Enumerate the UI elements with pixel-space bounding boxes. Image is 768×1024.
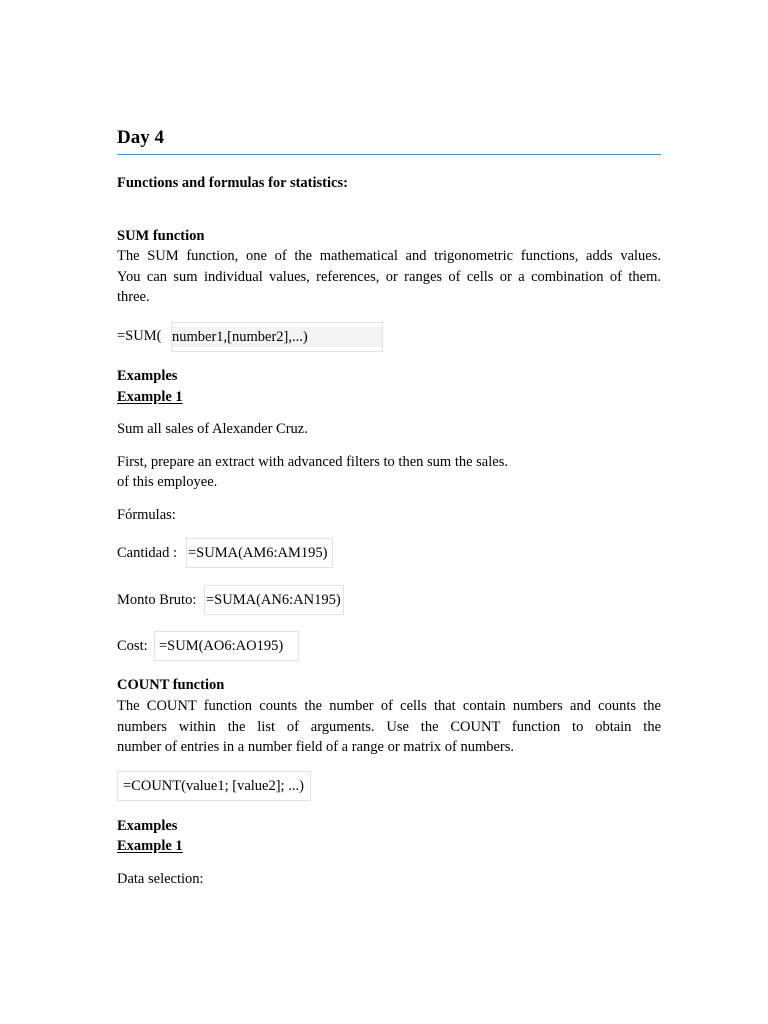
count-description-line: numbers within the list of arguments. Use the COUNT function to obtain the <box>117 718 661 735</box>
page-title: Day 4 <box>117 127 164 148</box>
formula-label-cost: Cost: <box>117 638 148 654</box>
count-data-selection: Data selection: <box>117 871 204 887</box>
sum-example1-steps-line: First, prepare an extract with advanced filters to then sum the sales. <box>117 454 508 470</box>
sum-example1-steps-line: of this employee. <box>117 474 218 490</box>
formula-box-quantity <box>186 538 333 568</box>
count-description-line: number of entries in a number field of a range or matrix of numbers. <box>117 739 515 755</box>
sum-example1-task: Sum all sales of Alexander Cruz. <box>117 421 308 437</box>
sum-description <box>117 246 661 308</box>
count-examples-label: Examples <box>117 818 178 834</box>
sum-description-line: The SUM function, one of the mathematical and trigonometric functions, adds values. <box>117 248 661 264</box>
sum-syntax-prefix: =SUM( <box>117 328 162 344</box>
formula-box-gross-amount <box>204 585 344 615</box>
formula-label-gross-amount: Monto Bruto: <box>117 592 197 608</box>
title-divider <box>117 154 661 155</box>
formula-cost: =SUM(AO6:AO195) <box>159 638 284 654</box>
sum-examples-label: Examples <box>117 368 178 384</box>
sum-syntax-args: number1,[number2],...) <box>172 327 382 347</box>
formula-label-quantity: Cantidad : <box>117 545 178 561</box>
count-syntax: =COUNT(value1; [value2]; ...) <box>123 778 304 794</box>
formulas-label: Fórmulas: <box>117 507 176 523</box>
sum-description-line: three. <box>117 289 150 305</box>
sum-syntax-box <box>171 322 383 352</box>
formula-box-cost <box>154 631 299 661</box>
formula-gross-amount: =SUMA(AN6:AN195) <box>206 592 341 608</box>
count-example1-label: Example 1 <box>117 838 183 854</box>
intro-heading: Functions and formulas for statistics: <box>117 175 348 191</box>
count-heading: COUNT function <box>117 677 225 693</box>
count-description-line: The COUNT function counts the number of cells that contain numbers and counts the <box>117 698 661 714</box>
sum-example1-label: Example 1 <box>117 389 183 405</box>
count-description <box>117 696 661 758</box>
count-syntax-box <box>117 771 311 801</box>
sum-heading: SUM function <box>117 228 205 244</box>
sum-description-line: You can sum individual values, references, or ranges of cells or a combination of them. <box>117 268 661 285</box>
formula-quantity: =SUMA(AM6:AM195) <box>188 545 328 561</box>
